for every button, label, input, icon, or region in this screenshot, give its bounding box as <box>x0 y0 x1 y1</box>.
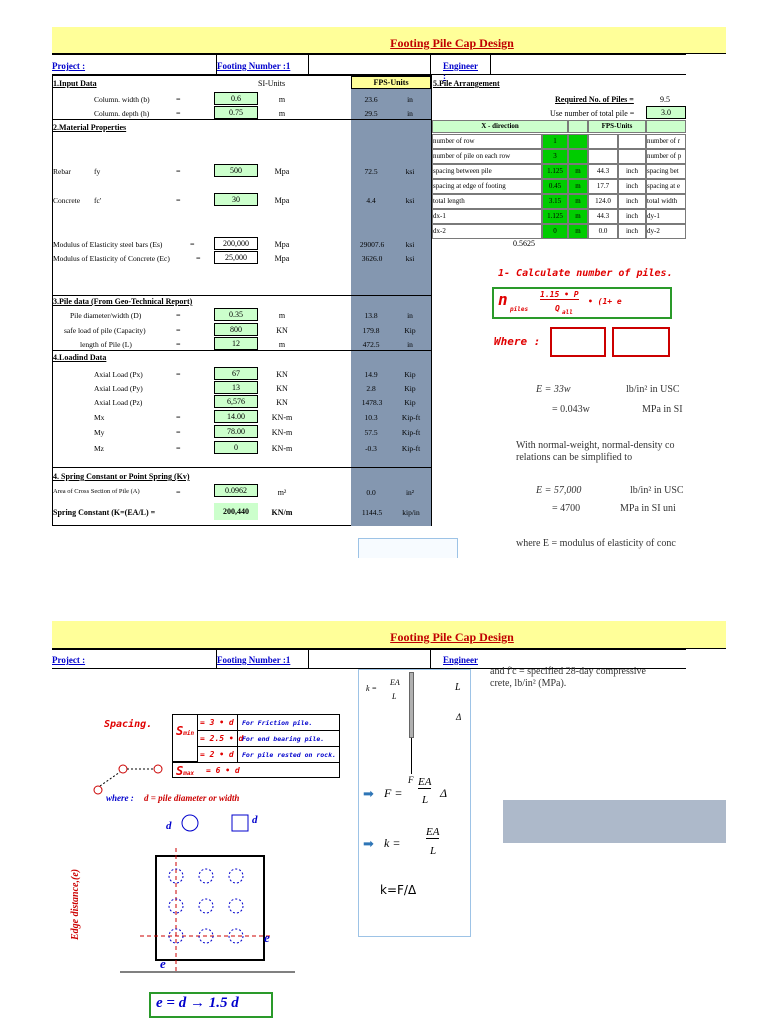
unit: KN/m <box>271 508 293 517</box>
row-fps: 124.0 <box>588 194 618 209</box>
row-label: spacing at edge of footing <box>432 179 542 194</box>
col-b-label: Column. width (b) <box>94 95 150 104</box>
es-input[interactable]: 200,000 <box>214 237 258 250</box>
row-fps <box>588 149 618 164</box>
unit: m² <box>277 488 287 497</box>
arrow-icon: ➡ <box>363 836 374 851</box>
py-label: Axial Load (Py) <box>94 384 143 393</box>
footing-label: Footing Number :1 <box>216 55 308 74</box>
row-fps-unit: inch <box>618 179 646 194</box>
sheet-title: Footing Pile Cap Design <box>390 36 514 50</box>
r2-text: For end bearing pile. <box>242 735 325 743</box>
pile <box>229 899 243 913</box>
row-value[interactable]: 0 <box>542 224 568 239</box>
f-l: L <box>422 794 429 806</box>
use-piles-input[interactable]: 3.0 <box>646 106 686 119</box>
col-b-fps: 23.6 <box>364 95 378 104</box>
e-label-1: e <box>264 930 270 945</box>
sect-line <box>52 350 432 351</box>
pile-bar <box>409 672 414 738</box>
rebar-label: Rebar <box>53 167 71 176</box>
r3: = 2 • d <box>200 750 234 759</box>
para-2: relations can be simplified to <box>516 452 633 463</box>
e-label-2: e <box>160 956 166 971</box>
project-label: Project : <box>52 61 86 71</box>
xdir-blank <box>568 120 588 133</box>
spacing-sketch <box>88 744 168 800</box>
unit: in <box>407 311 413 320</box>
unit: Kip-ft <box>401 428 421 437</box>
row-label: number of pile on each row <box>432 149 542 164</box>
py-fps: 2.8 <box>366 384 376 393</box>
unit: Mpa <box>274 240 290 249</box>
row-value[interactable]: 1 <box>542 134 568 149</box>
row-line <box>172 762 340 763</box>
pile-dot <box>119 765 127 773</box>
smin-sub: min <box>183 730 195 737</box>
pile-image-fragment <box>358 538 458 558</box>
eq: = <box>196 254 201 263</box>
section-loading: 4.Loadind Data <box>53 353 107 362</box>
safe-load-input[interactable]: 800 <box>214 323 258 336</box>
footing-label-2: Footing Number :1 <box>216 650 308 668</box>
row-value[interactable]: 3.15 <box>542 194 568 209</box>
row-fps-unit: inch <box>618 224 646 239</box>
engineer-label: Engineer : <box>430 55 480 74</box>
unit: in <box>407 95 413 104</box>
l-small: L <box>392 692 397 701</box>
title-banner-2 <box>52 621 726 649</box>
area-fps: 0.0 <box>366 488 376 497</box>
fc-label: fc' <box>94 196 102 205</box>
pile-diam-input[interactable]: 0.35 <box>214 308 258 321</box>
es-fps: 29007.6 <box>359 240 385 249</box>
unit: KN <box>276 384 288 393</box>
fps2-header: FPS-Units <box>588 120 646 133</box>
pz-fps: 1478.3 <box>361 398 383 407</box>
unit: KN <box>276 398 288 407</box>
k-l: L <box>430 845 437 857</box>
pile-dot <box>154 765 162 773</box>
para-1: With normal-weight, normal-density co <box>516 440 675 451</box>
force-label: F <box>408 775 414 785</box>
required-piles-value: 9.5 <box>660 95 670 104</box>
ex-formula <box>550 327 606 357</box>
mz-fps: -0.3 <box>365 444 377 453</box>
pile <box>199 899 213 913</box>
eq: = <box>176 109 181 118</box>
f-delta: Δ <box>440 786 448 800</box>
py-input[interactable]: 13 <box>214 381 258 394</box>
smin-cell <box>172 714 198 762</box>
pile-length-fps: 472.5 <box>362 340 380 349</box>
section-spring: 4. Spring Constant or Point Spring (Kv) <box>53 472 190 481</box>
piles-sub: piles <box>510 306 529 313</box>
px-input[interactable]: 67 <box>214 367 258 380</box>
spring-k-value: 200,440 <box>214 503 258 520</box>
my-label: My <box>94 428 105 437</box>
col-h-label: Column. depth (h) <box>94 109 150 118</box>
n-piles-formula <box>492 287 672 319</box>
ec-formula-2-units: MPa in SI <box>642 404 683 415</box>
ec-formula-1: E = 33w <box>536 384 571 395</box>
pile <box>199 869 213 883</box>
row-fps-unit: inch <box>618 164 646 179</box>
grey-block <box>503 800 726 843</box>
my-fps: 57.5 <box>364 428 378 437</box>
f-ea: EA <box>418 776 432 788</box>
engineer-label-2: Engineer <box>430 650 480 668</box>
mx-input[interactable]: 14.00 <box>214 410 258 423</box>
unit: in <box>407 109 413 118</box>
row-right-label: spacing at e <box>646 179 686 194</box>
row-fps: 44.3 <box>588 209 618 224</box>
unit: m <box>278 109 286 118</box>
where-label: Where : <box>494 335 541 348</box>
cont-text-2: crete, lb/in² (MPa). <box>490 678 567 689</box>
row-fps-unit <box>618 149 646 164</box>
unit: Kip-ft <box>401 413 421 422</box>
k-f-formula: k=F/Δ <box>380 883 417 897</box>
fc-input[interactable]: 30 <box>214 193 258 206</box>
formula-tail: • (1+ e <box>588 297 622 306</box>
d-label-2: d <box>252 814 258 826</box>
round-pile <box>182 815 198 831</box>
row-right-label: number of r <box>646 134 686 149</box>
sheet-title-2: Footing Pile Cap Design <box>390 630 514 644</box>
ey-formula <box>612 327 670 357</box>
unit: ksi <box>405 196 415 205</box>
row-unit[interactable]: m <box>568 179 588 194</box>
row-right-label: dy-2 <box>646 224 686 239</box>
row-label: total length <box>432 194 542 209</box>
r3-text: For pile rested on rock. <box>242 751 336 759</box>
col-b-input[interactable]: 0.6 <box>214 92 258 105</box>
smin-symbol <box>176 724 194 738</box>
es-label: Modulus of Elasticity steel bars (Es) <box>53 240 163 249</box>
row-value[interactable]: 1.125 <box>542 209 568 224</box>
k-eq-small: k = <box>366 684 377 693</box>
eq: = <box>176 311 181 320</box>
ec-formula-1-units: lb/in² in USC <box>626 384 680 395</box>
my-input[interactable]: 78.00 <box>214 425 258 438</box>
cap-outline <box>156 856 264 960</box>
unit: Kip <box>404 384 416 393</box>
ec-label: Modulus of Elasticity of Concrete (Ec) <box>53 254 170 263</box>
ec-formula-3-units: lb/in² in USC <box>630 485 684 496</box>
ec-formula-4-units: MPa in SI uni <box>620 503 676 514</box>
row-unit[interactable] <box>568 134 588 149</box>
eq: = <box>176 413 181 422</box>
sect-line <box>52 295 432 296</box>
all-sub: all <box>562 309 573 316</box>
eq: = <box>176 326 181 335</box>
row-value[interactable]: 0.45 <box>542 179 568 194</box>
pz-input[interactable]: 6,576 <box>214 395 258 408</box>
project-label-2: Project : <box>52 655 86 665</box>
ec-fps: 3626.0 <box>361 254 383 263</box>
row-unit[interactable]: m <box>568 194 588 209</box>
row-fps-unit: inch <box>618 209 646 224</box>
eq: = <box>176 340 181 349</box>
k-ea: EA <box>426 826 440 838</box>
pile <box>229 869 243 883</box>
fy-fps: 72.5 <box>364 167 378 176</box>
f-eq: F = <box>384 786 403 800</box>
safe-load-fps: 179.8 <box>362 326 380 335</box>
row-line <box>198 730 340 731</box>
row-value[interactable]: 3 <box>542 149 568 164</box>
edge-distance-label: Edge distance,(e) <box>70 868 81 940</box>
row-unit[interactable]: m <box>568 164 588 179</box>
eq: = <box>190 240 195 249</box>
where-d-label: where : <box>106 793 134 803</box>
px-label: Axial Load (Px) <box>94 370 143 379</box>
calc-title: 1- Calculate number of piles. <box>498 268 673 279</box>
unit: KN-m <box>271 444 293 453</box>
row-right-label: number of p <box>646 149 686 164</box>
ec-formula-4: = 4700 <box>552 503 581 514</box>
xdir-header: X - direction <box>432 120 568 133</box>
d-label-1: d <box>166 820 172 832</box>
ea-small: EA <box>390 678 400 687</box>
unit: Kip <box>404 370 416 379</box>
ec-formula-2: = 0.043w <box>552 404 590 415</box>
row-fps <box>588 134 618 149</box>
l-big: L <box>455 682 461 693</box>
eq: = <box>176 95 181 104</box>
eq: = <box>176 370 181 379</box>
mx-label: Mx <box>94 413 105 422</box>
arrow-icon: ➡ <box>363 786 374 801</box>
smin-s: S <box>176 724 184 738</box>
row-unit[interactable] <box>568 149 588 164</box>
unit: KN <box>276 370 288 379</box>
fy-input[interactable]: 500 <box>214 164 258 177</box>
unit: Kip <box>404 326 416 335</box>
k-eq2: k = <box>384 836 401 850</box>
row-value[interactable]: 1.125 <box>542 164 568 179</box>
row-right-label: dy-1 <box>646 209 686 224</box>
px-fps: 14.9 <box>364 370 378 379</box>
fc-fps: 4.4 <box>366 196 376 205</box>
title-banner-1 <box>52 27 726 54</box>
unit: ksi <box>405 240 415 249</box>
d-definition: d = pile diameter or width <box>144 793 240 803</box>
section-input-data: 1.Input Data <box>53 79 97 88</box>
col-h-input[interactable]: 0.75 <box>214 106 258 119</box>
row-fps-unit: inch <box>618 194 646 209</box>
si-units-label: SI-Units <box>258 79 286 88</box>
fy-label: fy <box>94 167 101 176</box>
force-line <box>411 738 412 774</box>
area-input[interactable]: 0.0962 <box>214 484 258 497</box>
formula-den: Q <box>555 304 560 313</box>
pile-dot <box>94 786 102 794</box>
fps-column <box>351 89 431 526</box>
para-3: where E = modulus of elasticity of conc <box>516 538 676 549</box>
row-label: number of row <box>432 134 542 149</box>
pile-length-input[interactable]: 12 <box>214 337 258 350</box>
unit: in <box>407 340 413 349</box>
row-right-label: total width <box>646 194 686 209</box>
misc-value: 0.5625 <box>513 239 535 248</box>
mz-label: Mz <box>94 444 104 453</box>
r1-text: For Friction pile. <box>242 719 313 727</box>
r1: = 3 • d <box>200 718 234 727</box>
unit: in² <box>405 488 415 497</box>
col-h-fps: 29.5 <box>364 109 378 118</box>
row-fps: 17.7 <box>588 179 618 194</box>
area-label: Area of Cross Section of Pile (A) <box>53 488 140 495</box>
ec-formula-3: E = 57,000 <box>536 485 582 496</box>
pile-diam-fps: 13.8 <box>364 311 378 320</box>
eq: = <box>176 196 181 205</box>
sect-line <box>52 119 432 120</box>
unit: Mpa <box>274 196 290 205</box>
spacing-label: Spacing. <box>104 719 153 730</box>
eq: = <box>176 167 181 176</box>
n-symbol: n <box>498 290 508 309</box>
spring-k-fps: 1144.5 <box>361 508 383 517</box>
section-pile-arrangement: 5.Pile Arrangement <box>433 79 500 88</box>
pz-label: Axial Load (Pz) <box>94 398 143 407</box>
e-formula: e = d → 1.5 d <box>156 995 239 1011</box>
spacing-arrow <box>100 772 120 786</box>
header-blank[interactable] <box>308 55 430 74</box>
unit: m <box>278 95 286 104</box>
row-fps: 44.3 <box>588 164 618 179</box>
unit: KN-m <box>271 428 293 437</box>
ec-input[interactable]: 25,000 <box>214 251 258 264</box>
smax-sub: max <box>183 770 195 777</box>
unit: kip/in <box>402 508 420 517</box>
pile-length-label: length of Pile (L) <box>80 340 132 349</box>
row-label: dx-1 <box>432 209 542 224</box>
unit: Kip-ft <box>401 444 421 453</box>
mx-fps: 10.3 <box>364 413 378 422</box>
formula-num: 1.15 • P <box>540 290 579 299</box>
r2: = 2.5 • d <box>200 734 244 743</box>
row-right-label: spacing bet <box>646 164 686 179</box>
cont-text-1: and f'c = specified 28-day compressive <box>490 666 646 677</box>
row-line <box>198 746 340 747</box>
row-fps-unit <box>618 134 646 149</box>
r4: = 6 • d <box>206 766 240 775</box>
row-unit[interactable]: m <box>568 209 588 224</box>
section-pile-data: 3.Pile data (From Geo-Technical Report) <box>53 297 193 306</box>
pile-diam-label: Pile diameter/width (D) <box>70 311 142 320</box>
eq: = <box>176 428 181 437</box>
engineer-field[interactable] <box>490 55 686 74</box>
unit: KN-m <box>271 413 293 422</box>
delta-label: Δ <box>456 712 462 722</box>
unit: KN <box>276 326 288 335</box>
sect-line <box>52 467 432 468</box>
fps-units-label: FPS-Units <box>373 78 409 87</box>
eq: = <box>176 444 181 453</box>
eq: = <box>176 488 181 497</box>
unit: ksi <box>405 254 415 263</box>
use-piles-label: Use number of total pile = <box>550 109 635 118</box>
unit: Mpa <box>274 167 290 176</box>
square-pile <box>232 815 248 831</box>
safe-load-label: safe load of pile (Capacity) <box>64 326 146 335</box>
smax-symbol <box>176 764 194 778</box>
unit: Kip <box>404 398 416 407</box>
concrete-label: Concrete <box>53 196 81 205</box>
row-fps: 0.0 <box>588 224 618 239</box>
spring-k-label: Spring Constant (K=(EA/L) = <box>53 508 156 517</box>
row-label: dx-2 <box>432 224 542 239</box>
mz-input[interactable]: 0 <box>214 441 258 454</box>
xdir-right <box>646 120 686 133</box>
row-label: spacing between pile <box>432 164 542 179</box>
unit: m <box>278 340 286 349</box>
section-material: 2.Material Properties <box>53 123 127 132</box>
row-unit[interactable]: m <box>568 224 588 239</box>
unit: ksi <box>405 167 415 176</box>
required-piles-label: Required No. of Piles = <box>555 95 634 104</box>
header-blank-2[interactable] <box>308 650 430 668</box>
header-row-1 <box>52 54 686 81</box>
pile-cap-plan <box>120 848 295 976</box>
unit: Mpa <box>274 254 290 263</box>
smax-s: S <box>176 764 184 778</box>
unit: m <box>278 311 286 320</box>
